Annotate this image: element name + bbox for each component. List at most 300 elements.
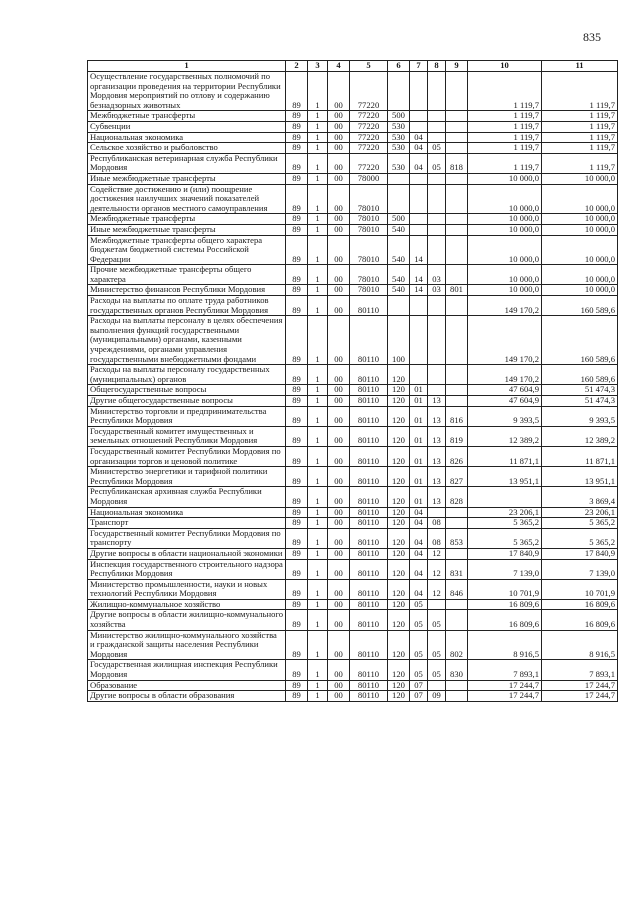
code-cell: 00 — [328, 235, 350, 265]
row-name: Иные межбюджетные трансферты — [88, 224, 286, 235]
code-cell: 00 — [328, 528, 350, 548]
row-name: Другие общегосударственные вопросы — [88, 396, 286, 407]
code-cell: 01 — [410, 406, 428, 426]
code-cell: 77220 — [350, 111, 388, 122]
amount-2023: 10 000,0 — [542, 285, 618, 296]
code-cell: 01 — [410, 426, 428, 446]
amount-2023: 51 474,3 — [542, 385, 618, 396]
column-header: 3 — [308, 61, 328, 72]
code-cell: 04 — [410, 518, 428, 529]
amount-2023: 1 119,7 — [542, 72, 618, 111]
amount-2022: 8 916,5 — [468, 630, 542, 660]
table-row — [88, 153, 618, 173]
amount-2023: 51 474,3 — [542, 396, 618, 407]
code-cell: 1 — [308, 548, 328, 559]
code-cell: 80110 — [350, 385, 388, 396]
table-row — [88, 487, 618, 507]
code-cell: 00 — [328, 72, 350, 111]
code-cell: 00 — [328, 680, 350, 691]
amount-2022: 7 893,1 — [468, 660, 542, 680]
row-name: Другие вопросы в области национальной экономики — [88, 548, 286, 559]
code-cell: 827 — [446, 467, 468, 487]
table-row — [88, 507, 618, 518]
code-cell: 530 — [388, 153, 410, 173]
amount-2022: 7 139,0 — [468, 559, 542, 579]
code-cell: 89 — [286, 406, 308, 426]
code-cell — [428, 296, 446, 316]
row-name: Государственный комитет имущественных и земельных отношений Республики Мордовия — [88, 426, 286, 446]
code-cell: 80110 — [350, 316, 388, 365]
code-cell: 00 — [328, 224, 350, 235]
code-cell: 05 — [428, 153, 446, 173]
code-cell: 00 — [328, 285, 350, 296]
code-cell: 89 — [286, 680, 308, 691]
code-cell: 80110 — [350, 365, 388, 385]
row-name: Национальная экономика — [88, 132, 286, 143]
amount-2022: 17 840,9 — [468, 548, 542, 559]
code-cell: 89 — [286, 691, 308, 702]
row-name: Расходы на выплаты по оплате труда работников государственных органов Республики Мордовия — [88, 296, 286, 316]
amount-2022: 10 000,0 — [468, 285, 542, 296]
table-row — [88, 111, 618, 122]
table-row — [88, 296, 618, 316]
amount-2022: 149 170,2 — [468, 296, 542, 316]
code-cell: 05 — [410, 599, 428, 610]
code-cell: 1 — [308, 406, 328, 426]
amount-2022: 10 000,0 — [468, 173, 542, 184]
row-name: Министерство энергетики и тарифной политики Республики Мордовия — [88, 467, 286, 487]
code-cell — [446, 396, 468, 407]
code-cell: 00 — [328, 111, 350, 122]
code-cell: 530 — [388, 143, 410, 154]
page-number: 835 — [583, 30, 601, 44]
code-cell: 1 — [308, 365, 328, 385]
code-cell: 89 — [286, 396, 308, 407]
code-cell — [446, 518, 468, 529]
code-cell: 80110 — [350, 406, 388, 426]
column-header: 10 — [468, 61, 542, 72]
code-cell: 13 — [428, 396, 446, 407]
code-cell: 1 — [308, 111, 328, 122]
code-cell: 00 — [328, 143, 350, 154]
code-cell: 77220 — [350, 153, 388, 173]
code-cell: 89 — [286, 487, 308, 507]
code-cell: 09 — [428, 691, 446, 702]
code-cell: 1 — [308, 426, 328, 446]
table-row — [88, 132, 618, 143]
amount-2023: 7 893,1 — [542, 660, 618, 680]
amount-2022: 1 119,7 — [468, 121, 542, 132]
code-cell: 07 — [410, 691, 428, 702]
code-cell: 1 — [308, 559, 328, 579]
code-cell: 80110 — [350, 691, 388, 702]
code-cell: 77220 — [350, 121, 388, 132]
table-row — [88, 660, 618, 680]
code-cell: 89 — [286, 72, 308, 111]
code-cell: 00 — [328, 630, 350, 660]
code-cell: 1 — [308, 599, 328, 610]
code-cell: 00 — [328, 385, 350, 396]
code-cell — [410, 121, 428, 132]
code-cell: 04 — [410, 507, 428, 518]
amount-2023: 10 000,0 — [542, 184, 618, 214]
row-name: Республиканская ветеринарная служба Республики Мордовия — [88, 153, 286, 173]
table-row — [88, 518, 618, 529]
column-header: 6 — [388, 61, 410, 72]
code-cell: 01 — [410, 446, 428, 466]
amount-2023: 23 206,1 — [542, 507, 618, 518]
code-cell: 828 — [446, 487, 468, 507]
code-cell: 1 — [308, 296, 328, 316]
amount-2023: 11 871,1 — [542, 446, 618, 466]
table-row — [88, 559, 618, 579]
column-header: 1 — [88, 61, 286, 72]
code-cell: 120 — [388, 599, 410, 610]
amount-2022: 5 365,2 — [468, 518, 542, 529]
code-cell: 540 — [388, 224, 410, 235]
code-cell: 802 — [446, 630, 468, 660]
amount-2022: 10 000,0 — [468, 184, 542, 214]
code-cell: 00 — [328, 548, 350, 559]
code-cell: 80110 — [350, 518, 388, 529]
code-cell — [410, 365, 428, 385]
code-cell — [428, 184, 446, 214]
code-cell: 05 — [410, 630, 428, 660]
code-cell: 05 — [428, 610, 446, 630]
code-cell: 78010 — [350, 214, 388, 225]
code-cell — [446, 224, 468, 235]
code-cell — [410, 184, 428, 214]
amount-2023: 1 119,7 — [542, 121, 618, 132]
code-cell — [410, 72, 428, 111]
code-cell: 89 — [286, 548, 308, 559]
code-cell: 89 — [286, 184, 308, 214]
amount-2022: 1 119,7 — [468, 143, 542, 154]
code-cell: 1 — [308, 396, 328, 407]
row-name: Иные межбюджетные трансферты — [88, 173, 286, 184]
table-row — [88, 406, 618, 426]
amount-2023: 3 869,4 — [542, 487, 618, 507]
code-cell — [388, 72, 410, 111]
code-cell — [410, 224, 428, 235]
code-cell: 1 — [308, 224, 328, 235]
amount-2023: 10 000,0 — [542, 224, 618, 235]
code-cell: 08 — [428, 528, 446, 548]
row-name: Расходы на выплаты персоналу в целях обеспечения выполнения функций государственными (муниципальными) органами, казенными учреждениями, органами управления государственными внебюджетными фондами — [88, 316, 286, 365]
row-name: Другие вопросы в области образования — [88, 691, 286, 702]
code-cell — [428, 599, 446, 610]
code-cell: 89 — [286, 111, 308, 122]
code-cell: 13 — [428, 487, 446, 507]
code-cell: 89 — [286, 132, 308, 143]
table-row — [88, 143, 618, 154]
amount-2022: 10 000,0 — [468, 265, 542, 285]
code-cell — [410, 316, 428, 365]
code-cell: 120 — [388, 528, 410, 548]
code-cell: 80110 — [350, 548, 388, 559]
amount-2022: 10 000,0 — [468, 214, 542, 225]
code-cell: 89 — [286, 599, 308, 610]
row-name: Жилищно-коммунальное хозяйство — [88, 599, 286, 610]
code-cell: 120 — [388, 548, 410, 559]
row-name: Государственная жилищная инспекция Республики Мордовия — [88, 660, 286, 680]
column-header: 5 — [350, 61, 388, 72]
row-name: Министерство торговли и предпринимательства Республики Мордовия — [88, 406, 286, 426]
row-name: Расходы на выплаты персоналу государственных (муниципальных) органов — [88, 365, 286, 385]
code-cell — [446, 265, 468, 285]
code-cell: 13 — [428, 406, 446, 426]
code-cell: 04 — [410, 579, 428, 599]
row-name: Национальная экономика — [88, 507, 286, 518]
code-cell — [446, 72, 468, 111]
code-cell — [446, 548, 468, 559]
code-cell: 89 — [286, 214, 308, 225]
code-cell — [428, 132, 446, 143]
table-row — [88, 173, 618, 184]
table-row — [88, 630, 618, 660]
amount-2022: 16 809,6 — [468, 599, 542, 610]
amount-2022: 12 389,2 — [468, 426, 542, 446]
code-cell: 01 — [410, 487, 428, 507]
amount-2023: 16 809,6 — [542, 610, 618, 630]
code-cell: 89 — [286, 559, 308, 579]
code-cell: 14 — [410, 265, 428, 285]
code-cell: 00 — [328, 296, 350, 316]
column-header: 11 — [542, 61, 618, 72]
code-cell: 500 — [388, 214, 410, 225]
code-cell: 89 — [286, 630, 308, 660]
code-cell: 1 — [308, 680, 328, 691]
code-cell: 1 — [308, 265, 328, 285]
code-cell: 80110 — [350, 660, 388, 680]
column-header: 2 — [286, 61, 308, 72]
code-cell: 80110 — [350, 528, 388, 548]
code-cell: 14 — [410, 285, 428, 296]
code-cell: 89 — [286, 426, 308, 446]
code-cell — [428, 72, 446, 111]
column-header: 8 — [428, 61, 446, 72]
code-cell — [410, 296, 428, 316]
row-name: Содействие достижению и (или) поощрение достижения наилучших значений показателей деятельности органов местного самоуправления — [88, 184, 286, 214]
code-cell: 05 — [410, 660, 428, 680]
table-row — [88, 610, 618, 630]
code-cell: 78010 — [350, 235, 388, 265]
code-cell: 00 — [328, 132, 350, 143]
row-name: Межбюджетные трансферты общего характера бюджетам бюджетной системы Российской Федерации — [88, 235, 286, 265]
code-cell: 00 — [328, 610, 350, 630]
amount-2022: 149 170,2 — [468, 316, 542, 365]
code-cell: 1 — [308, 528, 328, 548]
code-cell: 03 — [428, 285, 446, 296]
code-cell — [428, 365, 446, 385]
code-cell: 04 — [410, 548, 428, 559]
code-cell: 00 — [328, 316, 350, 365]
code-cell: 80110 — [350, 487, 388, 507]
code-cell: 120 — [388, 579, 410, 599]
table-body — [88, 72, 618, 702]
code-cell: 89 — [286, 235, 308, 265]
code-cell — [446, 121, 468, 132]
code-cell: 00 — [328, 153, 350, 173]
amount-2022: 149 170,2 — [468, 365, 542, 385]
row-name: Сельское хозяйство и рыболовство — [88, 143, 286, 154]
amount-2023: 10 701,9 — [542, 579, 618, 599]
code-cell: 80110 — [350, 579, 388, 599]
code-cell: 00 — [328, 365, 350, 385]
code-cell: 80110 — [350, 599, 388, 610]
amount-2022: 11 871,1 — [468, 446, 542, 466]
code-cell: 1 — [308, 235, 328, 265]
code-cell — [446, 599, 468, 610]
table-row — [88, 548, 618, 559]
code-cell: 13 — [428, 446, 446, 466]
code-cell: 1 — [308, 691, 328, 702]
code-cell: 04 — [410, 143, 428, 154]
code-cell — [428, 235, 446, 265]
row-name: Государственный комитет Республики Мордовия по организации торгов и ценовой политике — [88, 446, 286, 466]
table-row — [88, 184, 618, 214]
amount-2023: 16 809,6 — [542, 599, 618, 610]
code-cell: 00 — [328, 446, 350, 466]
table-row — [88, 426, 618, 446]
code-cell: 00 — [328, 173, 350, 184]
code-cell — [446, 385, 468, 396]
code-cell: 89 — [286, 224, 308, 235]
code-cell: 1 — [308, 214, 328, 225]
code-cell: 00 — [328, 426, 350, 446]
code-cell: 00 — [328, 406, 350, 426]
row-name: Общегосударственные вопросы — [88, 385, 286, 396]
row-name: Государственный комитет Республики Мордовия по транспорту — [88, 528, 286, 548]
table-row — [88, 385, 618, 396]
code-cell: 12 — [428, 559, 446, 579]
code-cell: 89 — [286, 446, 308, 466]
code-cell: 120 — [388, 385, 410, 396]
table-row — [88, 285, 618, 296]
code-cell: 77220 — [350, 72, 388, 111]
row-name: Министерство промышленности, науки и новых технологий Республики Мордовия — [88, 579, 286, 599]
amount-2022: 1 119,7 — [468, 153, 542, 173]
code-cell: 80110 — [350, 680, 388, 691]
code-cell: 120 — [388, 680, 410, 691]
code-cell: 12 — [428, 579, 446, 599]
amount-2023: 17 244,7 — [542, 680, 618, 691]
code-cell: 120 — [388, 610, 410, 630]
code-cell: 540 — [388, 235, 410, 265]
code-cell: 04 — [410, 559, 428, 579]
code-cell — [428, 111, 446, 122]
code-cell: 89 — [286, 579, 308, 599]
row-name: Другие вопросы в области жилищно-коммунального хозяйства — [88, 610, 286, 630]
row-name: Прочие межбюджетные трансферты общего характера — [88, 265, 286, 285]
code-cell — [446, 132, 468, 143]
table-row — [88, 121, 618, 132]
table-row — [88, 446, 618, 466]
table-row — [88, 235, 618, 265]
table-row — [88, 316, 618, 365]
code-cell: 12 — [428, 548, 446, 559]
code-cell: 120 — [388, 507, 410, 518]
amount-2023: 7 139,0 — [542, 559, 618, 579]
code-cell: 01 — [410, 385, 428, 396]
table-row — [88, 691, 618, 702]
row-name: Межбюджетные трансферты — [88, 214, 286, 225]
code-cell: 80110 — [350, 559, 388, 579]
code-cell: 08 — [428, 518, 446, 529]
code-cell: 89 — [286, 265, 308, 285]
code-cell — [446, 680, 468, 691]
table-row — [88, 579, 618, 599]
code-cell — [428, 385, 446, 396]
code-cell: 120 — [388, 406, 410, 426]
code-cell: 78010 — [350, 184, 388, 214]
amount-2023: 1 119,7 — [542, 153, 618, 173]
code-cell: 80110 — [350, 426, 388, 446]
table-row — [88, 396, 618, 407]
table-row — [88, 72, 618, 111]
amount-2022: 1 119,7 — [468, 72, 542, 111]
code-cell: 00 — [328, 599, 350, 610]
code-cell — [410, 214, 428, 225]
code-cell: 80110 — [350, 446, 388, 466]
table-row — [88, 365, 618, 385]
column-header: 7 — [410, 61, 428, 72]
header-row — [88, 61, 618, 72]
code-cell: 05 — [428, 630, 446, 660]
code-cell: 1 — [308, 660, 328, 680]
code-cell: 1 — [308, 184, 328, 214]
code-cell: 100 — [388, 316, 410, 365]
code-cell: 80110 — [350, 610, 388, 630]
code-cell — [446, 111, 468, 122]
code-cell: 03 — [428, 265, 446, 285]
code-cell: 14 — [410, 235, 428, 265]
row-name: Субвенции — [88, 121, 286, 132]
code-cell — [388, 173, 410, 184]
code-cell — [428, 214, 446, 225]
code-cell: 1 — [308, 385, 328, 396]
code-cell: 120 — [388, 660, 410, 680]
code-cell: 78010 — [350, 224, 388, 235]
row-name: Образование — [88, 680, 286, 691]
code-cell: 530 — [388, 121, 410, 132]
code-cell: 89 — [286, 173, 308, 184]
amount-2022: 17 244,7 — [468, 691, 542, 702]
code-cell: 816 — [446, 406, 468, 426]
amount-2022: 9 393,5 — [468, 406, 542, 426]
code-cell: 89 — [286, 296, 308, 316]
code-cell: 00 — [328, 214, 350, 225]
code-cell — [428, 121, 446, 132]
code-cell: 89 — [286, 385, 308, 396]
code-cell: 89 — [286, 143, 308, 154]
code-cell — [446, 214, 468, 225]
amount-2023: 1 119,7 — [542, 143, 618, 154]
amount-2022: 1 119,7 — [468, 132, 542, 143]
amount-2023: 12 389,2 — [542, 426, 618, 446]
code-cell: 01 — [410, 467, 428, 487]
code-cell: 120 — [388, 396, 410, 407]
code-cell: 89 — [286, 121, 308, 132]
code-cell — [428, 507, 446, 518]
code-cell — [410, 173, 428, 184]
code-cell: 120 — [388, 630, 410, 660]
code-cell: 00 — [328, 396, 350, 407]
code-cell: 00 — [328, 507, 350, 518]
code-cell: 540 — [388, 265, 410, 285]
row-name: Инспекция государственного строительного надзора Республики Мордовия — [88, 559, 286, 579]
code-cell: 1 — [308, 518, 328, 529]
